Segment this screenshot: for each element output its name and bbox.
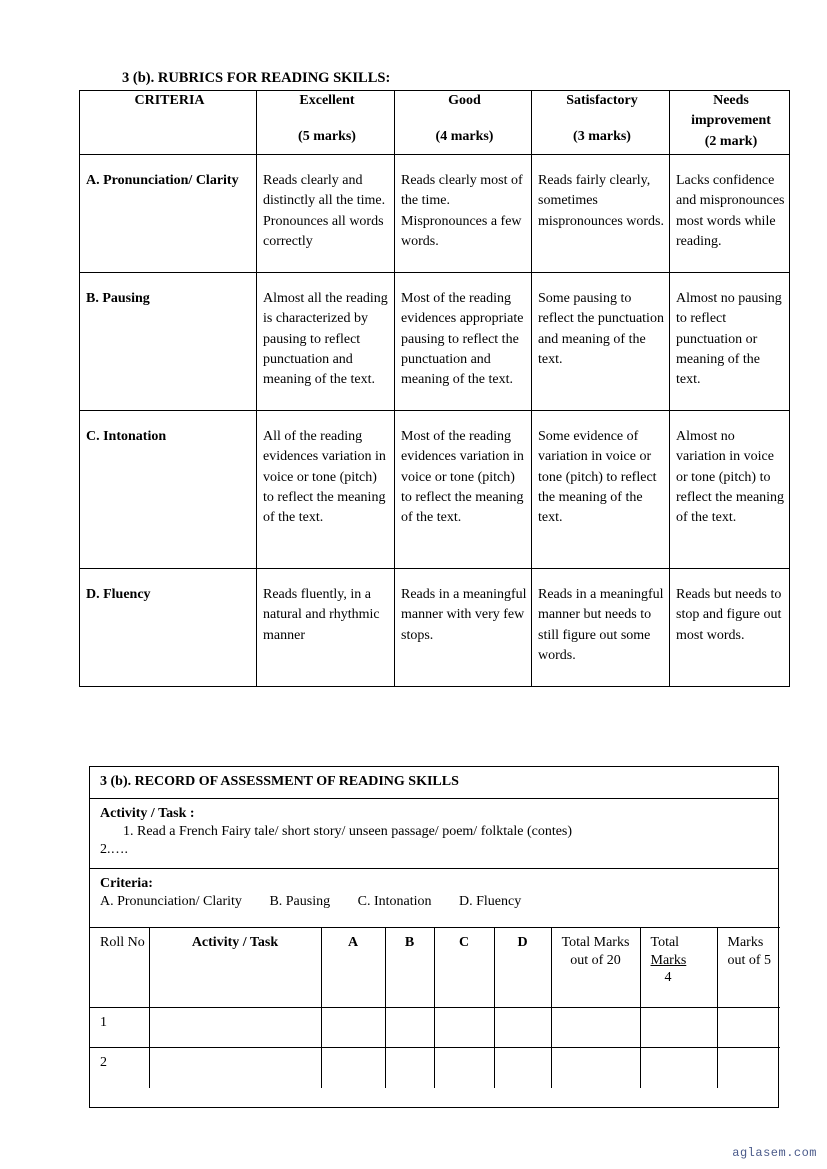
roll-number: 1 <box>90 1008 149 1048</box>
mark-c-entry[interactable] <box>434 1048 494 1088</box>
roll-number: 2 <box>90 1048 149 1088</box>
rubric-cell: Reads in a meaningful manner but needs to still figure out some words. <box>532 569 670 687</box>
rubric-row-intonation <box>80 411 790 569</box>
rubrics-table <box>79 90 790 687</box>
col-total-4: Total Marks 4 <box>640 928 717 1008</box>
mark-d-entry[interactable] <box>494 1048 551 1088</box>
activity-item: 2.…. <box>100 842 128 857</box>
rubric-cell: Some pausing to reflect the punctuation and meaning of the text. <box>532 273 670 411</box>
mark-a-entry[interactable] <box>321 1048 385 1088</box>
rubric-row-pausing <box>80 273 790 411</box>
total-20-entry[interactable] <box>551 1008 640 1048</box>
mark-b-entry[interactable] <box>385 1008 434 1048</box>
level-header-excellent: Excellent (5 marks) <box>257 91 395 155</box>
total-4-entry[interactable] <box>640 1008 717 1048</box>
criteria-item: C. Intonation <box>357 894 432 909</box>
criterion-name: C. Intonation <box>80 411 257 569</box>
rubric-cell: Lacks confidence and mispronounces most words while reading. <box>670 155 790 273</box>
rubric-cell: All of the reading evidences variation in voice or tone (pitch) to reflect the meaning of the text. <box>257 411 395 569</box>
mark-b-entry[interactable] <box>385 1048 434 1088</box>
rubric-cell: Reads in a meaningful manner with very few stops. <box>395 569 532 687</box>
level-header-needs-improvement: Needs improvement (2 mark) <box>670 91 790 155</box>
criterion-name: B. Pausing <box>80 273 257 411</box>
total-20-entry[interactable] <box>551 1048 640 1088</box>
marks-table <box>90 927 780 1088</box>
mark-c-entry[interactable] <box>434 1008 494 1048</box>
col-activity: Activity / Task <box>149 928 321 1008</box>
activity-entry[interactable] <box>149 1048 321 1088</box>
rubric-cell: Most of the reading evidences variation in voice or tone (pitch) to reflect the meaning of the text. <box>395 411 532 569</box>
activity-item: 1. Read a French Fairy tale/ short story/ unseen passage/ poem/ folktale (contes) <box>123 824 573 839</box>
marks-table-header <box>90 928 780 1008</box>
rubric-cell: Almost all the reading is characterized by pausing to reflect punctuation and meaning of the text. <box>257 273 395 411</box>
criteria-item: B. Pausing <box>269 894 331 909</box>
col-c: C <box>434 928 494 1008</box>
record-title: 3 (b). RECORD OF ASSESSMENT OF READING SKILLS <box>90 767 778 799</box>
rubric-cell: Reads fairly clearly, sometimes mispronounces words. <box>532 155 670 273</box>
col-a: A <box>321 928 385 1008</box>
criterion-name: A. Pronunciation/ Clarity <box>80 155 257 273</box>
col-out-of-5: Marks out of 5 <box>717 928 780 1008</box>
rubric-cell: Reads clearly most of the time. Mispronounces a few words. <box>395 155 532 273</box>
footer-watermark: aglasem.com <box>732 1146 817 1160</box>
col-roll-no: Roll No <box>90 928 149 1008</box>
rubric-row-fluency <box>80 569 790 687</box>
activity-section <box>90 799 778 869</box>
activity-entry[interactable] <box>149 1008 321 1048</box>
out-of-5-entry[interactable] <box>717 1008 780 1048</box>
col-total-20: Total Marks out of 20 <box>551 928 640 1008</box>
rubric-cell: Most of the reading evidences appropriate pausing to reflect the punctuation and meaning of the text. <box>395 273 532 411</box>
criteria-header: CRITERIA <box>80 91 257 155</box>
rubric-cell: Reads but needs to stop and figure out most words. <box>670 569 790 687</box>
criteria-section <box>90 869 778 927</box>
col-d: D <box>494 928 551 1008</box>
criteria-list <box>100 893 778 911</box>
criteria-label: Criteria: <box>100 876 153 891</box>
criteria-item: A. Pronunciation/ Clarity <box>100 894 242 909</box>
table-row <box>90 1048 780 1088</box>
total-4-entry[interactable] <box>640 1048 717 1088</box>
rubric-cell: Almost no pausing to reflect punctuation or meaning of the text. <box>670 273 790 411</box>
rubric-cell: Reads clearly and distinctly all the time. Pronounces all words correctly <box>257 155 395 273</box>
rubrics-title: 3 (b). RUBRICS FOR READING SKILLS: <box>122 70 391 86</box>
col-b: B <box>385 928 434 1008</box>
assessment-record-form <box>89 766 779 1108</box>
activity-label: Activity / Task : <box>100 806 195 821</box>
level-header-good: Good (4 marks) <box>395 91 532 155</box>
rubric-row-pronunciation <box>80 155 790 273</box>
table-row <box>90 1008 780 1048</box>
mark-a-entry[interactable] <box>321 1008 385 1048</box>
level-header-satisfactory: Satisfactory (3 marks) <box>532 91 670 155</box>
criterion-name: D. Fluency <box>80 569 257 687</box>
criteria-item: D. Fluency <box>459 894 522 909</box>
rubric-cell: Some evidence of variation in voice or tone (pitch) to reflect the meaning of the text. <box>532 411 670 569</box>
rubric-cell: Reads fluently, in a natural and rhythmic manner <box>257 569 395 687</box>
rubric-cell: Almost no variation in voice or tone (pitch) to reflect the meaning of the text. <box>670 411 790 569</box>
mark-d-entry[interactable] <box>494 1008 551 1048</box>
out-of-5-entry[interactable] <box>717 1048 780 1088</box>
